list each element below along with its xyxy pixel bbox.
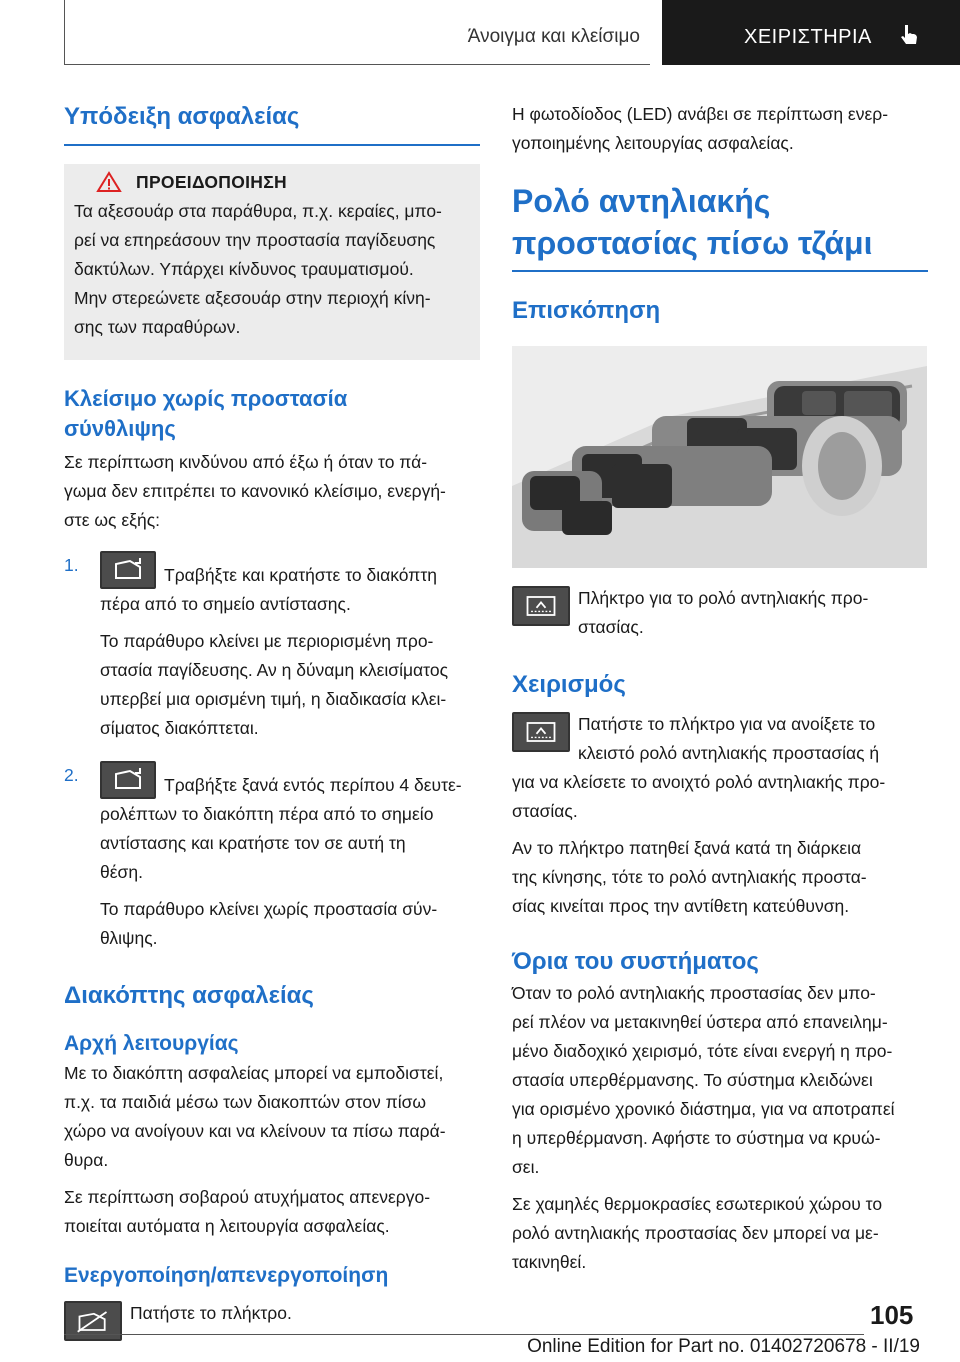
text-line: γοποιημένης λειτουργίας ασφαλείας. [512, 133, 794, 153]
operation-heading: Χειρισμός [512, 671, 626, 698]
left-column [64, 100, 480, 1343]
text-line: Το παράθυρο κλείνει χωρίς προστασία σύν- [100, 899, 438, 919]
limits-heading: Όρια του συστήματος [512, 948, 759, 975]
activation-text: Πατήστε το πλήκτρο. [130, 1303, 292, 1323]
chapter-tab-label: ΧΕΙΡΙΣΤΗΡΙΑ [744, 26, 872, 48]
text-line: κλειστό ρολό αντηλιακής προστασίας ή [578, 743, 880, 763]
hand-pointer-icon [896, 22, 922, 48]
closing-heading-line: σύνθλιψης [64, 416, 176, 441]
text-line: στε ως εξής: [64, 510, 161, 530]
page-number: 105 [870, 1300, 914, 1330]
warning-line: Μην στερεώνετε αξεσουάρ στην περιοχή κίνη- [74, 288, 431, 308]
text-line: πέρα από το σημείο αντίστασης. [100, 594, 351, 614]
closing-heading-line: Κλείσιμο χωρίς προστασία [64, 386, 348, 411]
window-switch-panel-photo [512, 346, 927, 568]
text-line: Σε περίπτωση σοβαρού ατυχήματος απενεργο- [64, 1187, 431, 1207]
warning-title: ΠΡΟΕΙΔΟΠΟΙΗΣΗ [136, 172, 287, 192]
step-2-note [100, 895, 480, 953]
step-number: 1. [64, 555, 79, 575]
warning-title-row [96, 168, 480, 197]
warning-box [64, 164, 480, 360]
warning-line: δακτύλων. Υπάρχει κίνδυνος τραυματισμού. [74, 259, 414, 279]
sunblind-button-icon [512, 712, 570, 752]
text-line: υπερβεί μια ορισμένη τιμή, η διαδικασία κλει- [100, 689, 447, 709]
principle-heading: Αρχή λειτουργίας [64, 1032, 239, 1055]
operation-p2 [512, 834, 928, 921]
text-line: γωμα δεν επιτρέπει το κανονικό κλείσιμο, ενεργή- [64, 481, 446, 501]
safety-tip-heading: Υπόδειξη ασφαλείας [64, 103, 300, 130]
text-line: για να κλείσετε το ανοιχτό ρολό αντηλιακής προ- [512, 772, 886, 792]
text-line: θυρα. [64, 1150, 109, 1170]
text-line: Πλήκτρο για το ρολό αντηλιακής προ- [578, 588, 869, 608]
text-line: Τραβήξτε και κρατήστε το διακόπτη [164, 565, 437, 585]
text-line: της κίνησης, τότε το ρολό αντηλιακής προστα- [512, 867, 867, 887]
footer-edition: Online Edition for Part no. 01402720678 - II/19 [527, 1336, 920, 1357]
led-text [512, 100, 928, 158]
text-line: για ορισμένο χρονικό διάστημα, για να αποτραπεί [512, 1099, 895, 1119]
sunblind-button-icon [512, 586, 570, 626]
warning-line: Τα αξεσουάρ στα παράθυρα, π.χ. κεραίες, μπο- [74, 201, 442, 221]
step-1-note [100, 627, 480, 743]
principle-p2 [64, 1183, 480, 1241]
limits-p1 [512, 979, 928, 1182]
text-line: Τραβήξτε ξανά εντός περίπου 4 δευτε- [164, 775, 462, 795]
safety-switch-heading: Διακόπτης ασφαλείας [64, 982, 314, 1009]
closing-intro [64, 448, 480, 535]
step-number: 2. [64, 765, 79, 785]
limits-p2 [512, 1190, 928, 1277]
sunblind-heading-line: προστασίας πίσω τζάμι [512, 225, 873, 261]
warning-line: ρεί να επηρεάσουν την προστασία παγίδευσης [74, 230, 436, 250]
window-switch-icon [100, 551, 156, 589]
text-line: στασίας. [512, 801, 578, 821]
activation-heading: Ενεργοποίηση/απενεργοποίηση [64, 1264, 389, 1287]
text-line: Αν το πλήκτρο πατηθεί ξανά κατά τη διάρκεια [512, 838, 862, 858]
text-line: ρολό αντηλιακής προστασίας δεν μπορεί να με- [512, 1223, 879, 1243]
overview-heading: Επισκόπηση [512, 297, 661, 324]
step-1 [64, 551, 480, 743]
text-line: χώρο να ανοίγουν και να κλείνουν τα πίσω παρά- [64, 1121, 446, 1141]
closing-heading [64, 384, 480, 444]
text-line: αντίστασης και κρατήστε τον σε αυτή τη [100, 833, 406, 853]
step-1-line1 [100, 551, 480, 590]
operation-row [512, 710, 928, 768]
header-rule-bottom [64, 64, 650, 65]
text-line: Σε περίπτωση κινδύνου από έξω ή όταν το πά- [64, 452, 428, 472]
step-2 [64, 761, 480, 953]
text-line: Το παράθυρο κλείνει με περιορισμένη προ- [100, 631, 434, 651]
text-line: Η φωτοδίοδος (LED) ανάβει σε περίπτωση ενερ- [512, 104, 889, 124]
sunblind-heading-line: Ρολό αντηλιακής [512, 183, 771, 219]
text-line: τακινηθεί. [512, 1252, 587, 1272]
text-line: ποιείται αυτόματα η λειτουργία ασφαλείας. [64, 1216, 390, 1236]
text-line: σίας κινείται προς την αντίθετη κατεύθυνση. [512, 896, 850, 916]
right-column [512, 100, 928, 1277]
text-line: θλιψης. [100, 928, 158, 948]
text-line: στασίας. [578, 617, 644, 637]
warning-text [74, 197, 480, 342]
text-line: σίματος διακόπτεται. [100, 718, 259, 738]
step-2-line1 [100, 761, 480, 800]
sunblind-heading [512, 180, 928, 264]
text-line: Με το διακόπτη ασφαλείας μπορεί να εμποδιστεί, [64, 1063, 444, 1083]
warning-line: σης των παραθύρων. [74, 317, 241, 337]
switch-panel-illustration [512, 346, 927, 568]
text-line: π.χ. τα παιδιά μέσω των διακοπτών στον πίσω [64, 1092, 427, 1112]
text-line: στασία υπερθέρμανσης. Το σύστημα κλειδώνει [512, 1070, 873, 1090]
warning-triangle-icon [96, 171, 122, 193]
text-line: Όταν το ρολό αντηλιακής προστασίας δεν μπο- [512, 983, 876, 1003]
window-switch-icon [100, 761, 156, 799]
text-line: μένο διαδοχικό χειρισμό, τότε είναι ενεργή η προ- [512, 1041, 893, 1061]
heading-rule [64, 144, 480, 146]
safety-switch-button-icon [64, 1301, 122, 1341]
footer-rule [64, 1334, 864, 1335]
text-line: στασία παγίδευσης. Αν η δύναμη κλεισίματος [100, 660, 449, 680]
text-line: Πατήστε το πλήκτρο για να ανοίξετε το [578, 714, 876, 734]
text-line: θέση. [100, 862, 143, 882]
principle-p1 [64, 1059, 480, 1175]
text-line: σει. [512, 1157, 540, 1177]
section-title: Άνοιγμα και κλείσιμο [467, 26, 640, 47]
text-line: η υπερθέρμανση. Αφήστε το σύστημα να κρυώ- [512, 1128, 881, 1148]
header-rule-left [64, 0, 65, 64]
heading-rule [512, 270, 928, 272]
text-line: ρολέπτων το διακόπτη πέρα από το σημείο [100, 804, 434, 824]
text-line: Σε χαμηλές θερμοκρασίες εσωτερικού χώρου το [512, 1194, 883, 1214]
button-caption-row [512, 584, 928, 642]
text-line: ρεί πλέον να μετακινηθεί ύστερα από επανειλημ- [512, 1012, 888, 1032]
